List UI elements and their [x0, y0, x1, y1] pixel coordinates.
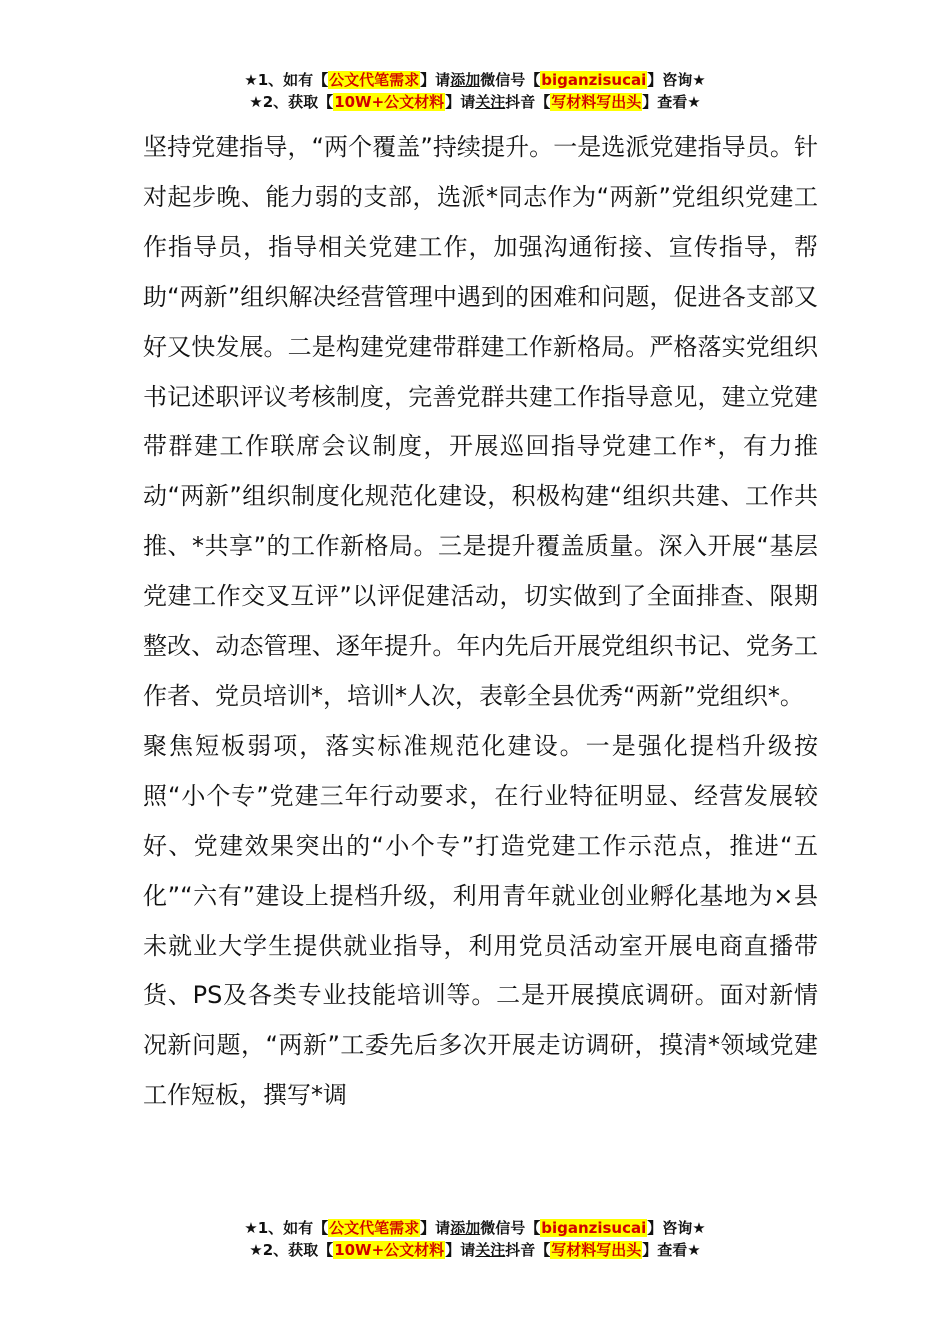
- footer-line-2-mid: 】请: [445, 1241, 476, 1259]
- header-underlined-follow: 关注: [475, 93, 506, 111]
- footer-banner: [0, 1217, 950, 1261]
- header-highlight-wechat-id: biganzisucai: [541, 71, 647, 89]
- header-line-2-mid2: 抖音【: [505, 93, 551, 111]
- footer-underlined-add: 添加: [450, 1219, 481, 1237]
- header-line-1-mid2: 微信号【: [480, 71, 541, 89]
- header-highlight-douyin: 写材料写出头: [551, 93, 642, 111]
- footer-highlight-douyin: 写材料写出头: [551, 1241, 642, 1259]
- header-line-2-prefix: ★2、获取【: [249, 93, 334, 111]
- footer-line-2-mid2: 抖音【: [505, 1241, 551, 1259]
- header-underlined-add: 添加: [450, 71, 481, 89]
- footer-line-1-mid2: 微信号【: [480, 1219, 541, 1237]
- header-line-1-prefix: ★1、如有【: [244, 71, 329, 89]
- body-paragraph-2: 聚焦短板弱项，落实标准规范化建设。一是强化提档升级按照“小个专”党建三年行动要求，在行业特征明显、经营发展较好、党建效果突出的“小个专”打造党建工作示范点，推进“五化”“六有”建设上提档升级，利用青年就业创业孵化基地为×县未就业大学生提供就业指导，利用党员活动室开展电商直播带货、PS及各类专业技能培训等。二是开展摸底调研。面对新情况新问题，“两新”工委先后多次开展走访调研，摸清*领域党建工作短板，撰写*调: [143, 731, 818, 1110]
- header-highlight-materials: 10W+公文材料: [334, 93, 445, 111]
- footer-line-1-mid: 】请: [420, 1219, 451, 1237]
- footer-line-2-prefix: ★2、获取【: [249, 1241, 334, 1259]
- header-line-2-mid: 】请: [445, 93, 476, 111]
- header-line-1-mid: 】请: [420, 71, 451, 89]
- header-line-2-suffix: 】查看★: [642, 93, 701, 111]
- header-line-2: [0, 91, 950, 113]
- footer-highlight-materials: 10W+公文材料: [334, 1241, 445, 1259]
- header-line-1: [0, 69, 950, 91]
- footer-line-1-prefix: ★1、如有【: [244, 1219, 329, 1237]
- header-highlight-ghostwriting: 公文代笔需求: [329, 71, 420, 89]
- footer-underlined-follow: 关注: [475, 1241, 506, 1259]
- footer-line-1-suffix: 】咨询★: [647, 1219, 706, 1237]
- footer-highlight-ghostwriting: 公文代笔需求: [329, 1219, 420, 1237]
- body-paragraph-1: 坚持党建指导，“两个覆盖”持续提升。一是选派党建指导员。针对起步晚、能力弱的支部，选派*同志作为“两新”党组织党建工作指导员，指导相关党建工作，加强沟通衔接、宣传指导，帮助“两新”组织解决经营管理中遇到的困难和问题，促进各支部又好又快发展。二是构建党建带群建工作新格局。严格落实党组织书记述职评议考核制度，完善党群共建工作指导意见，建立党建带群建工作联席会议制度，开展巡回指导党建工作*，有力推动“两新”组织制度化规范化建设，积极构建“组织共建、工作共推、*共享”的工作新格局。三是提升覆盖质量。深入开展“基层党建工作交叉互评”以评促建活动，切实做到了全面排查、限期整改、动态管理、逐年提升。年内先后开展党组织书记、党务工作者、党员培训*，培训*人次，表彰全县优秀“两新”党组织*。: [143, 133, 818, 710]
- footer-highlight-wechat-id: biganzisucai: [541, 1219, 647, 1237]
- footer-line-1: [0, 1217, 950, 1239]
- footer-line-2: [0, 1239, 950, 1261]
- footer-line-2-suffix: 】查看★: [642, 1241, 701, 1259]
- header-banner: [0, 69, 950, 113]
- header-line-1-suffix: 】咨询★: [647, 71, 706, 89]
- document-body: [143, 123, 818, 1121]
